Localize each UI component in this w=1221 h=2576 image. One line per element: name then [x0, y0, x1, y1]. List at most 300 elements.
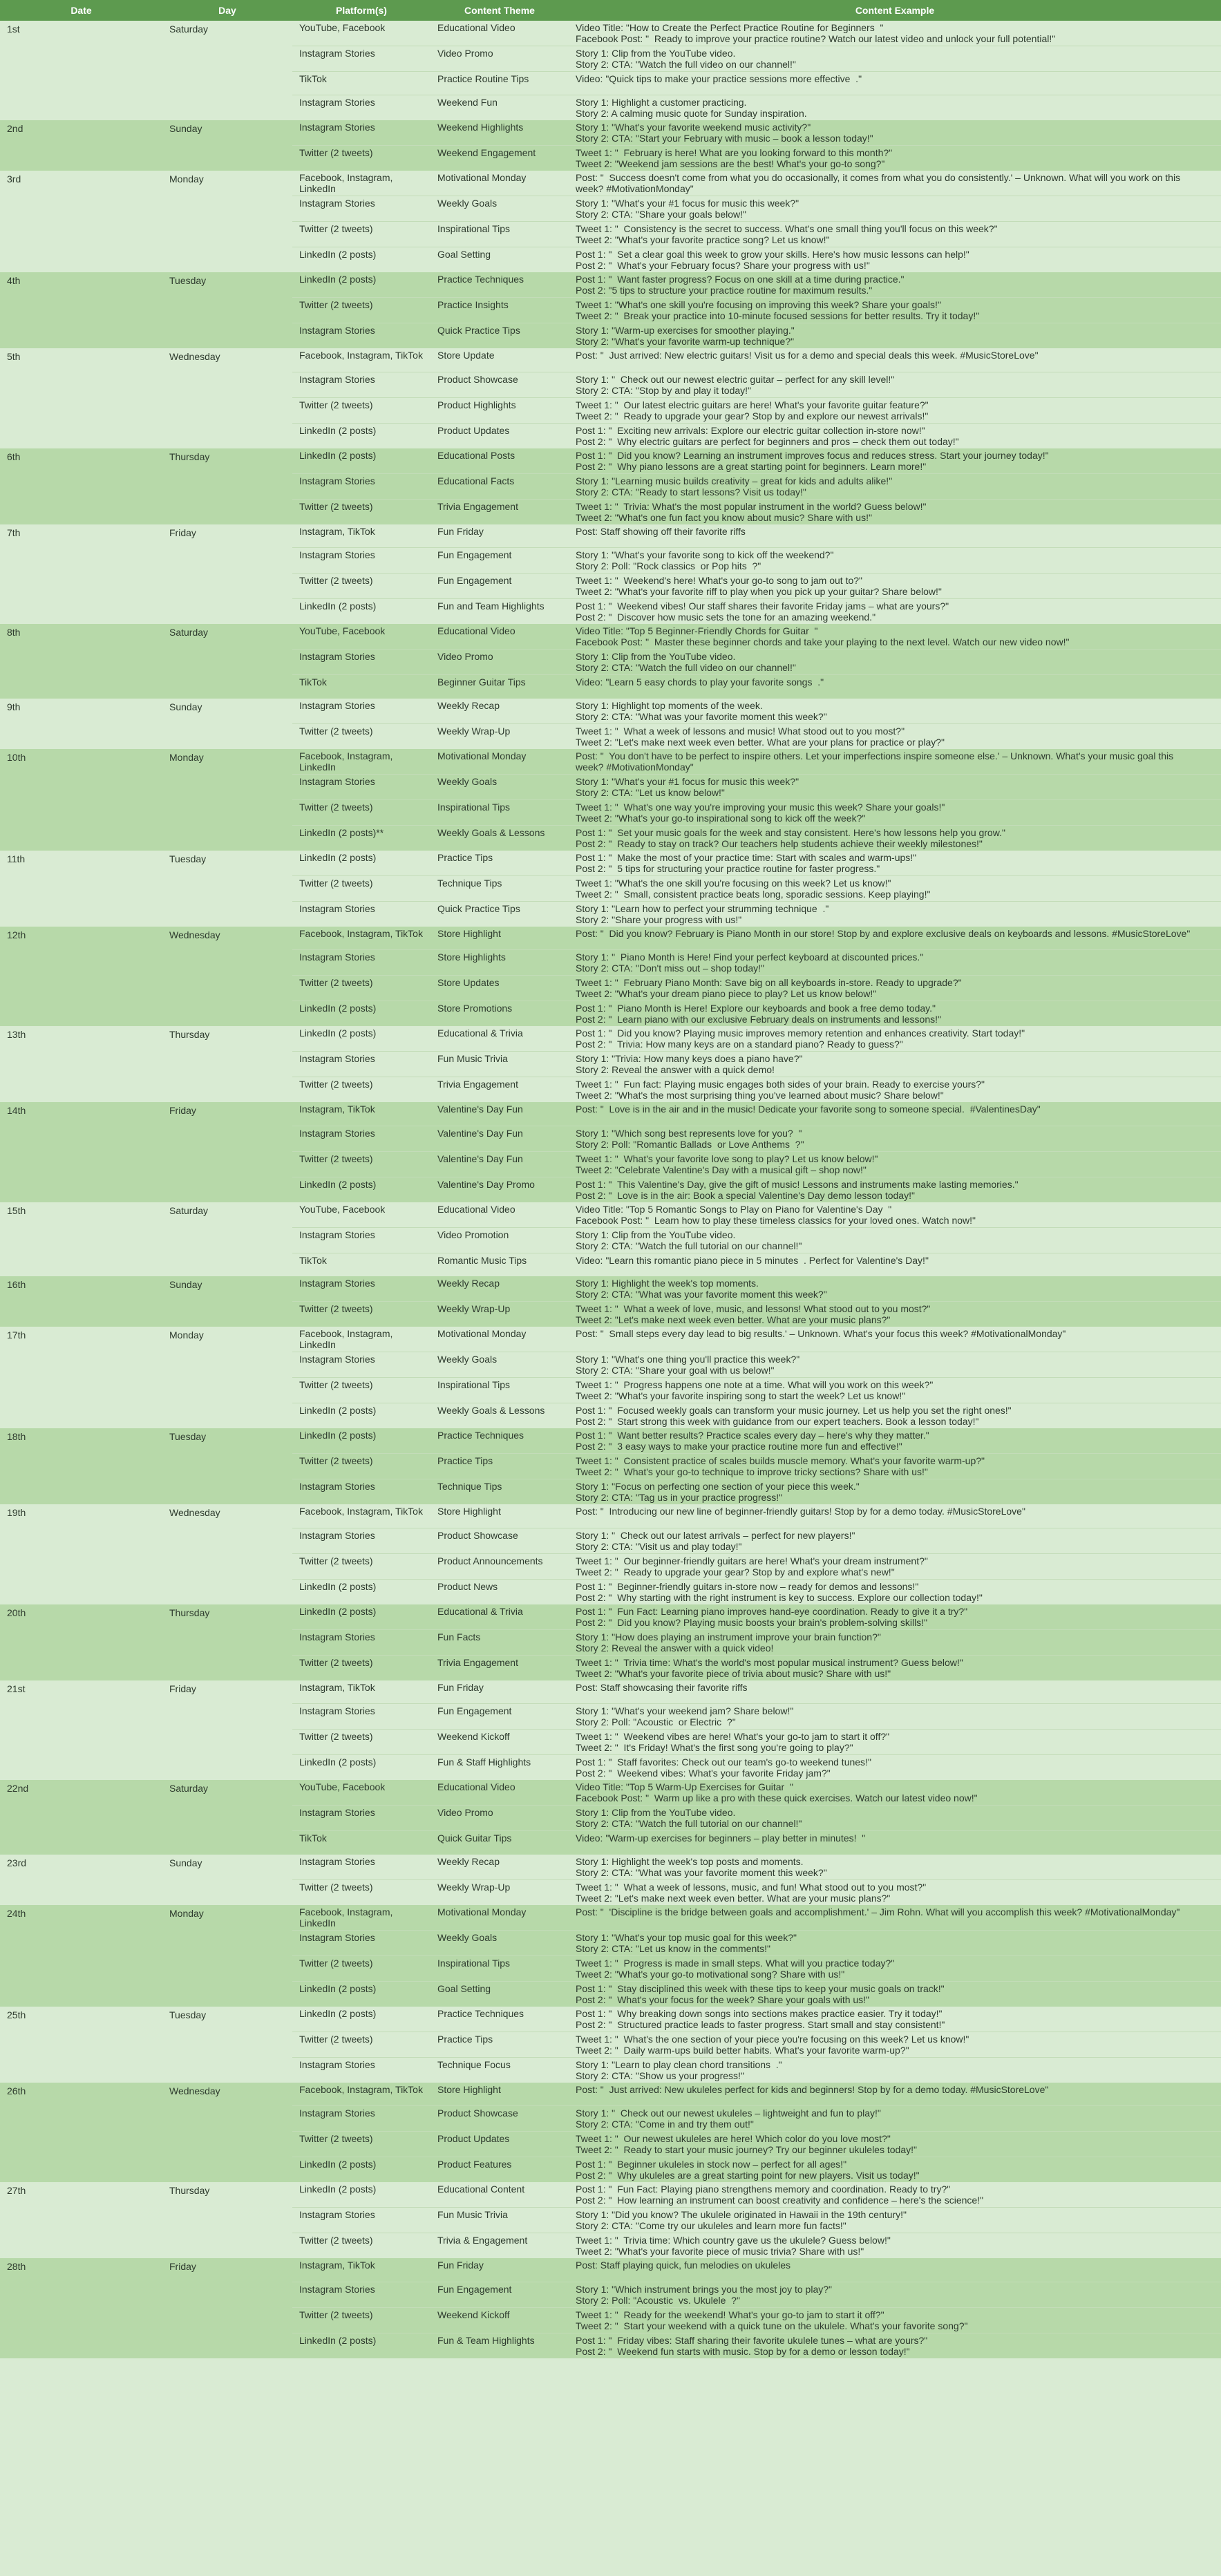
content-example-cell: Tweet 1: " Our beginner-friendly guitars are here! What's your dream instrument?" Tweet 2: " Ready to upgrade your gear? Stop by and explore what's new!" — [569, 1553, 1221, 1579]
theme-cell: Practice Insights — [430, 298, 569, 323]
content-example-cell: Post 1: " Weekend vibes! Our staff shares their favorite Friday jams – what are yours?" Post 2: " Discover how music sets the tone for an amazing weekend." — [569, 599, 1221, 625]
day-cell: Wednesday — [162, 348, 292, 448]
date-cell: 22nd — [0, 1780, 162, 1855]
platform-cell: LinkedIn (2 posts) — [292, 1026, 430, 1052]
content-example-cell: Post 1: " This Valentine's Day, give the gift of music! Lessons and instruments make lasting memories." Post 2: " Love is in the air: Book a special Valentine's Day demo lesson today!" — [569, 1177, 1221, 1202]
date-cell: 28th — [0, 2258, 162, 2358]
content-example-cell: Story 1: "What's your favorite song to kick off the weekend?" Story 2: Poll: "Rock classics or Pop hits ?" — [569, 548, 1221, 574]
platform-cell: Facebook, Instagram, LinkedIn — [292, 1905, 430, 1931]
theme-cell: Weekend Kickoff — [430, 2307, 569, 2333]
platform-cell: Instagram, TikTok — [292, 1102, 430, 1126]
theme-cell: Fun Engagement — [430, 548, 569, 574]
content-example-cell: Post 1: " Why breaking down songs into sections makes practice easier. Try it today!" Post 2: " Structured practice leads to faster progress. Start small and stay consistent!" — [569, 2007, 1221, 2032]
theme-cell: Practice Tips — [430, 2032, 569, 2057]
content-example-cell: Tweet 1: " Ready for the weekend! What's your go-to jam to start it off?" Tweet 2: " Start your weekend with a quick tune on the ukulele. What's your favorite song?" — [569, 2307, 1221, 2333]
day-cell: Monday — [162, 1327, 292, 1428]
content-example-cell: Tweet 1: " What a week of lessons, music, and fun! What stood out to you most?" Tweet 2: "Let's make next week even better. What are your music plans?" — [569, 1879, 1221, 1905]
content-example-cell: Tweet 1: " Progress is made in small steps. What will you practice today?" Tweet 2: "What's your go-to motivational song? Share with us!" — [569, 1955, 1221, 1981]
platform-cell: Instagram Stories — [292, 46, 430, 72]
table-row — [0, 2007, 1221, 2032]
theme-cell: Inspirational Tips — [430, 1955, 569, 1981]
platform-cell: LinkedIn (2 posts) — [292, 247, 430, 273]
content-example-cell: Story 1: Highlight the week's top posts and moments. Story 2: CTA: "What was your favorite moment this week?" — [569, 1855, 1221, 1880]
theme-cell: Practice Techniques — [430, 1428, 569, 1454]
table-row — [0, 348, 1221, 372]
theme-cell: Weekly Recap — [430, 1855, 569, 1880]
date-cell: 13th — [0, 1026, 162, 1102]
theme-cell: Store Highlight — [430, 1504, 569, 1528]
theme-cell: Trivia & Engagement — [430, 2233, 569, 2259]
theme-cell: Fun Facts — [430, 1629, 569, 1655]
content-example-cell: Tweet 1: " Our latest electric guitars are here! What's your favorite guitar feature?" Tweet 2: " Ready to upgrade your gear? Stop by and explore our newest arrivals!" — [569, 397, 1221, 423]
platform-cell: LinkedIn (2 posts) — [292, 1981, 430, 2007]
content-example-cell: Post: " Just arrived: New electric guitars! Visit us for a demo and special deals this week. #MusicStoreLove" — [569, 348, 1221, 372]
content-example-cell: Post 1: " Set a clear goal this week to grow your skills. Here's how music lessons can help!" Post 2: " What's your February focus? Share your progress with us!" — [569, 247, 1221, 273]
content-example-cell: Story 1: "Learning music builds creativity – great for kids and adults alike!" Story 2: CTA: "Ready to start lessons? Visit us today!" — [569, 473, 1221, 499]
content-example-cell: Tweet 1: " Consistency is the secret to success. What's one small thing you'll focus on this week?" Tweet 2: "What's your favorite practice song? Let us know!" — [569, 222, 1221, 247]
table-row — [0, 2083, 1221, 2106]
date-cell: 12th — [0, 927, 162, 1027]
platform-cell: YouTube, Facebook — [292, 1780, 430, 1806]
platform-cell: Twitter (2 tweets) — [292, 222, 430, 247]
platform-cell: Twitter (2 tweets) — [292, 1955, 430, 1981]
theme-cell: Goal Setting — [430, 247, 569, 273]
theme-cell: Valentine's Day Fun — [430, 1126, 569, 1151]
content-example-cell: Story 1: "What's your top music goal for this week?" Story 2: CTA: "Let us know in the comments!" — [569, 1930, 1221, 1955]
theme-cell: Weekend Kickoff — [430, 1730, 569, 1755]
table-row — [0, 448, 1221, 474]
date-cell: 17th — [0, 1327, 162, 1428]
table-row — [0, 272, 1221, 298]
theme-cell: Store Highlights — [430, 950, 569, 976]
date-cell: 16th — [0, 1276, 162, 1327]
theme-cell: Video Promo — [430, 46, 569, 72]
day-cell: Friday — [162, 524, 292, 625]
content-example-cell: Story 1: "Learn how to perfect your strumming technique ." Story 2: "Share your progress with us!" — [569, 901, 1221, 927]
theme-cell: Video Promo — [430, 650, 569, 675]
day-cell: Saturday — [162, 1780, 292, 1855]
content-example-cell: Tweet 1: " Progress happens one note at a time. What will you work on this week?" Tweet 2: "What's your favorite inspiring song to start the week? Let us know!" — [569, 1378, 1221, 1403]
content-example-cell: Story 1: Clip from the YouTube video. Story 2: CTA: "Watch the full tutorial on our channel!" — [569, 1227, 1221, 1253]
content-example-cell: Story 1: "What's your #1 focus for music this week?" Story 2: CTA: "Let us know below!" — [569, 774, 1221, 799]
content-example-cell: Tweet 1: " What a week of lessons and music! What stood out to you most?" Tweet 2: "Let's make next week even better. What are your plans for practice or play?" — [569, 723, 1221, 749]
platform-cell: LinkedIn (2 posts) — [292, 1177, 430, 1202]
theme-cell: Practice Routine Tips — [430, 72, 569, 95]
theme-cell: Fun Friday — [430, 1680, 569, 1704]
platform-cell: Twitter (2 tweets) — [292, 499, 430, 524]
platform-cell: YouTube, Facebook — [292, 1202, 430, 1228]
platform-cell: Instagram Stories — [292, 548, 430, 574]
theme-cell: Product Updates — [430, 2132, 569, 2157]
theme-cell: Practice Tips — [430, 1454, 569, 1479]
date-cell: 7th — [0, 524, 162, 625]
content-example-cell: Story 1: Highlight the week's top moments. Story 2: CTA: "What was your favorite moment this week?" — [569, 1276, 1221, 1302]
content-example-cell: Post 1: " Stay disciplined this week with these tips to keep your music goals on track!" Post 2: " What's your focus for the week? Share your goals with us!" — [569, 1981, 1221, 2007]
date-cell: 15th — [0, 1202, 162, 1277]
platform-cell: Instagram Stories — [292, 2057, 430, 2083]
theme-cell: Motivational Monday — [430, 1327, 569, 1352]
platform-cell: Instagram Stories — [292, 1528, 430, 1553]
day-cell: Tuesday — [162, 272, 292, 348]
date-cell: 25th — [0, 2007, 162, 2083]
date-cell: 1st — [0, 21, 162, 120]
content-example-cell: Tweet 1: " February is here! What are you looking forward to this month?" Tweet 2: "Weekend jam sessions are the best! What's your go-to song?" — [569, 146, 1221, 171]
theme-cell: Product Showcase — [430, 2106, 569, 2132]
platform-cell: Instagram Stories — [292, 1806, 430, 1831]
platform-cell: Instagram Stories — [292, 196, 430, 222]
theme-cell: Weekly Wrap-Up — [430, 1879, 569, 1905]
platform-cell: Instagram Stories — [292, 2208, 430, 2233]
date-cell: 20th — [0, 1604, 162, 1680]
platform-cell: LinkedIn (2 posts)** — [292, 825, 430, 851]
content-example-cell: Post: " Did you know? February is Piano Month in our store! Stop by and explore exclusive deals on keyboards and lessons. #MusicStoreLove" — [569, 927, 1221, 950]
content-example-cell: Tweet 1: " What's the one section of your piece you're focusing on this week? Let us know!" Tweet 2: " Daily warm-ups build better habits. What's your favorite warm-up?" — [569, 2032, 1221, 2057]
theme-cell: Educational Video — [430, 21, 569, 46]
platform-cell: Instagram Stories — [292, 1052, 430, 1077]
theme-cell: Educational Video — [430, 624, 569, 650]
day-cell: Sunday — [162, 1855, 292, 1905]
theme-cell: Educational Content — [430, 2182, 569, 2208]
theme-cell: Product Showcase — [430, 1528, 569, 1553]
theme-cell: Product Features — [430, 2157, 569, 2183]
theme-cell: Quick Practice Tips — [430, 901, 569, 927]
content-example-cell: Post: Staff showing off their favorite riffs — [569, 524, 1221, 548]
content-example-cell: Story 1: "How does playing an instrument improve your brain function?" Story 2: Reveal the answer with a quick video! — [569, 1629, 1221, 1655]
content-example-cell: Story 1: Clip from the YouTube video. Story 2: CTA: "Watch the full tutorial on our channel!" — [569, 1806, 1221, 1831]
theme-cell: Store Highlight — [430, 2083, 569, 2106]
content-example-cell: Story 1: " Piano Month is Here! Find your perfect keyboard at discounted prices." Story 2: CTA: "Don't miss out – shop today!" — [569, 950, 1221, 976]
date-cell: 24th — [0, 1905, 162, 2007]
content-example-cell: Tweet 1: " What's your favorite love song to play? Let us know below!" Tweet 2: "Celebrate Valentine's Day with a musical gift – shop now!" — [569, 1151, 1221, 1177]
theme-cell: Trivia Engagement — [430, 1655, 569, 1680]
table-row — [0, 1780, 1221, 1806]
platform-cell: LinkedIn (2 posts) — [292, 599, 430, 625]
theme-cell: Valentine's Day Promo — [430, 1177, 569, 1202]
platform-cell: Instagram Stories — [292, 1855, 430, 1880]
content-example-cell: Post 1: " Beginner-friendly guitars in-store now – ready for demos and lessons!" Post 2: " Why starting with the right instrument is key to success. Explore our collection today!" — [569, 1579, 1221, 1604]
content-example-cell: Story 1: " Check out our newest electric guitar – perfect for any skill level!" Story 2: CTA: "Stop by and play it today!" — [569, 372, 1221, 397]
content-example-cell: Post 1: " Fun Fact: Playing piano strengthens memory and coordination. Ready to try?" Post 2: " How learning an instrument can boost creativity and confidence – here's the science!" — [569, 2182, 1221, 2208]
date-cell: 4th — [0, 272, 162, 348]
theme-cell: Practice Techniques — [430, 272, 569, 298]
platform-cell: Instagram Stories — [292, 1276, 430, 1302]
content-example-cell: Video: "Learn this romantic piano piece in 5 minutes . Perfect for Valentine's Day!" — [569, 1253, 1221, 1276]
content-example-cell: Video Title: "Top 5 Warm-Up Exercises for Guitar " Facebook Post: " Warm up like a pro with these quick exercises. Watch our latest video now!" — [569, 1780, 1221, 1806]
platform-cell: Twitter (2 tweets) — [292, 2132, 430, 2157]
content-example-cell: Story 1: "What's your favorite weekend music activity?" Story 2: CTA: "Start your February with music – book a lesson today!" — [569, 120, 1221, 146]
theme-cell: Quick Guitar Tips — [430, 1831, 569, 1855]
theme-cell: Educational Video — [430, 1780, 569, 1806]
theme-cell: Fun Engagement — [430, 2282, 569, 2307]
theme-cell: Trivia Engagement — [430, 499, 569, 524]
content-example-cell: Post: Staff showcasing their favorite riffs — [569, 1680, 1221, 1704]
theme-cell: Trivia Engagement — [430, 1077, 569, 1103]
content-example-cell: Story 1: " Check out our newest ukuleles – lightweight and fun to play!" Story 2: CTA: "Come in and try them out!" — [569, 2106, 1221, 2132]
theme-cell: Motivational Monday — [430, 171, 569, 196]
day-cell: Wednesday — [162, 1504, 292, 1604]
platform-cell: Facebook, Instagram, LinkedIn — [292, 171, 430, 196]
theme-cell: Goal Setting — [430, 1981, 569, 2007]
theme-cell: Weekly Goals — [430, 774, 569, 799]
platform-cell: Instagram Stories — [292, 1352, 430, 1378]
platform-cell: TikTok — [292, 675, 430, 699]
platform-cell: LinkedIn (2 posts) — [292, 448, 430, 474]
theme-cell: Weekly Recap — [430, 699, 569, 724]
platform-cell: LinkedIn (2 posts) — [292, 1755, 430, 1781]
theme-cell: Product Highlights — [430, 397, 569, 423]
date-cell: 6th — [0, 448, 162, 524]
table-row — [0, 1202, 1221, 1228]
platform-cell: Twitter (2 tweets) — [292, 875, 430, 901]
day-cell: Thursday — [162, 1604, 292, 1680]
date-cell: 26th — [0, 2083, 162, 2183]
theme-cell: Weekly Wrap-Up — [430, 723, 569, 749]
header-date[interactable]: Date — [0, 0, 162, 21]
table-header — [0, 0, 1221, 21]
day-cell: Saturday — [162, 624, 292, 699]
content-example-cell: Tweet 1: " Weekend's here! What's your go-to song to jam out to?" Tweet 2: "What's your favorite riff to play when you pick up your guitar? Share below!" — [569, 574, 1221, 599]
content-example-cell: Post 1: " Piano Month is Here! Explore our keyboards and book a free demo today." Post 2: " Learn piano with our exclusive February deals on instruments and lessons!" — [569, 1001, 1221, 1027]
header-content-example[interactable]: Content Example — [569, 0, 1221, 21]
theme-cell: Inspirational Tips — [430, 1378, 569, 1403]
platform-cell: Instagram Stories — [292, 1930, 430, 1955]
platform-cell: Facebook, Instagram, TikTok — [292, 1504, 430, 1528]
table-row — [0, 1276, 1221, 1302]
theme-cell: Weekly Goals — [430, 196, 569, 222]
platform-cell: Facebook, Instagram, LinkedIn — [292, 749, 430, 775]
theme-cell: Store Promotions — [430, 1001, 569, 1027]
theme-cell: Beginner Guitar Tips — [430, 675, 569, 699]
content-example-cell: Post 1: " Friday vibes: Staff sharing their favorite ukulele tunes – what are yours?" Post 2: " Weekend fun starts with music. Stop by for a demo or lesson today!" — [569, 2333, 1221, 2358]
table-row — [0, 524, 1221, 548]
theme-cell: Weekly Goals & Lessons — [430, 825, 569, 851]
platform-cell: TikTok — [292, 1831, 430, 1855]
theme-cell: Practice Tips — [430, 851, 569, 876]
date-cell: 5th — [0, 348, 162, 448]
platform-cell: Twitter (2 tweets) — [292, 723, 430, 749]
platform-cell: LinkedIn (2 posts) — [292, 272, 430, 298]
day-cell: Monday — [162, 1905, 292, 2007]
theme-cell: Video Promotion — [430, 1227, 569, 1253]
table-row — [0, 1026, 1221, 1052]
table-row — [0, 120, 1221, 146]
day-cell: Saturday — [162, 1202, 292, 1277]
platform-cell: Facebook, Instagram, TikTok — [292, 348, 430, 372]
table-row — [0, 624, 1221, 650]
date-cell: 2nd — [0, 120, 162, 171]
date-cell: 11th — [0, 851, 162, 927]
theme-cell: Fun & Team Highlights — [430, 2333, 569, 2358]
platform-cell: Instagram Stories — [292, 1227, 430, 1253]
content-example-cell: Video: "Learn 5 easy chords to play your favorite songs ." — [569, 675, 1221, 699]
header-platforms[interactable]: Platform(s) — [292, 0, 430, 21]
platform-cell: YouTube, Facebook — [292, 21, 430, 46]
day-cell: Saturday — [162, 21, 292, 120]
theme-cell: Video Promo — [430, 1806, 569, 1831]
content-example-cell: Story 1: Clip from the YouTube video. Story 2: CTA: "Watch the full video on our channel!" — [569, 46, 1221, 72]
platform-cell: Twitter (2 tweets) — [292, 1302, 430, 1327]
theme-cell: Motivational Monday — [430, 1905, 569, 1931]
platform-cell: Twitter (2 tweets) — [292, 1879, 430, 1905]
header-day[interactable]: Day — [162, 0, 292, 21]
table-row — [0, 1327, 1221, 1352]
header-content-theme[interactable]: Content Theme — [430, 0, 569, 21]
platform-cell: LinkedIn (2 posts) — [292, 2182, 430, 2208]
content-example-cell: Post: " Just arrived: New ukuleles perfect for kids and beginners! Stop by for a demo today. #MusicStoreLove" — [569, 2083, 1221, 2106]
platform-cell: Instagram Stories — [292, 120, 430, 146]
theme-cell: Fun Engagement — [430, 1704, 569, 1730]
platform-cell: Twitter (2 tweets) — [292, 1077, 430, 1103]
content-example-cell: Post: " Introducing our new line of beginner-friendly guitars! Stop by for a demo today. #MusicStoreLove" — [569, 1504, 1221, 1528]
content-example-cell: Post: " Love is in the air and in the music! Dedicate your favorite song to someone special. #ValentinesDay" — [569, 1102, 1221, 1126]
platform-cell: Instagram Stories — [292, 650, 430, 675]
platform-cell: Facebook, Instagram, TikTok — [292, 927, 430, 950]
day-cell: Tuesday — [162, 2007, 292, 2083]
platform-cell: Instagram Stories — [292, 1479, 430, 1505]
content-example-cell: Video Title: "Top 5 Romantic Songs to Play on Piano for Valentine's Day " Facebook Post: " Learn how to play these timeless classics for your loved ones. Watch now!" — [569, 1202, 1221, 1228]
content-example-cell: Video: "Warm-up exercises for beginners – play better in minutes! " — [569, 1831, 1221, 1855]
theme-cell: Product Announcements — [430, 1553, 569, 1579]
content-example-cell: Post 1: " Beginner ukuleles in stock now – perfect for all ages!" Post 2: " Why ukuleles are a great starting point for new players. Visit us today!" — [569, 2157, 1221, 2183]
content-example-cell: Story 1: Highlight a customer practicing. Story 2: A calming music quote for Sunday inspiration. — [569, 95, 1221, 121]
table-row — [0, 749, 1221, 775]
content-example-cell: Post 1: " Fun Fact: Learning piano improves hand-eye coordination. Ready to give it a try?" Post 2: " Did you know? Playing music boosts your brain's problem-solving skills!" — [569, 1604, 1221, 1630]
table-row — [0, 699, 1221, 724]
day-cell: Sunday — [162, 120, 292, 171]
platform-cell: LinkedIn (2 posts) — [292, 851, 430, 876]
content-example-cell: Post: " You don't have to be perfect to inspire others. Let your imperfections inspire someone else.' – Unknown. What's your music goal this week? #MotivationMonday" — [569, 749, 1221, 775]
content-example-cell: Tweet 1: " Trivia: What's the most popular instrument in the world? Guess below!" Tweet 2: "What's one fun fact you know about music? Share with us!" — [569, 499, 1221, 524]
table-row — [0, 1428, 1221, 1454]
theme-cell: Fun Engagement — [430, 574, 569, 599]
platform-cell: Instagram Stories — [292, 323, 430, 349]
theme-cell: Weekend Fun — [430, 95, 569, 121]
day-cell: Sunday — [162, 1276, 292, 1327]
day-cell: Thursday — [162, 2182, 292, 2258]
platform-cell: Twitter (2 tweets) — [292, 1454, 430, 1479]
theme-cell: Valentine's Day Fun — [430, 1102, 569, 1126]
platform-cell: Twitter (2 tweets) — [292, 2307, 430, 2333]
table-body — [0, 21, 1221, 2358]
content-example-cell: Story 1: " Check out our latest arrivals – perfect for new players!" Story 2: CTA: "Visit us and play today!" — [569, 1528, 1221, 1553]
date-cell: 3rd — [0, 171, 162, 272]
platform-cell: LinkedIn (2 posts) — [292, 1403, 430, 1429]
day-cell: Thursday — [162, 1026, 292, 1102]
theme-cell: Product Showcase — [430, 372, 569, 397]
date-cell: 9th — [0, 699, 162, 749]
content-example-cell: Story 1: "Which instrument brings you the most joy to play?" Story 2: Poll: "Acoustic vs. Ukulele ?" — [569, 2282, 1221, 2307]
content-example-cell: Post 1: " Want better results? Practice scales every day – here's why they matter." Post 2: " 3 easy ways to make your practice routine more fun and effective!" — [569, 1428, 1221, 1454]
theme-cell: Product Updates — [430, 423, 569, 448]
platform-cell: Facebook, Instagram, LinkedIn — [292, 1327, 430, 1352]
platform-cell: Instagram Stories — [292, 372, 430, 397]
platform-cell: Facebook, Instagram, TikTok — [292, 2083, 430, 2106]
day-cell: Thursday — [162, 448, 292, 524]
content-example-cell: Story 1: Highlight top moments of the week. Story 2: CTA: "What was your favorite moment this week?" — [569, 699, 1221, 724]
theme-cell: Romantic Music Tips — [430, 1253, 569, 1276]
platform-cell: LinkedIn (2 posts) — [292, 2157, 430, 2183]
theme-cell: Educational & Trivia — [430, 1604, 569, 1630]
theme-cell: Weekly Goals — [430, 1930, 569, 1955]
table-row — [0, 1855, 1221, 1880]
content-example-cell: Post 1: " Focused weekly goals can transform your music journey. Let us help you set the right ones!" Post 2: " Start strong this week with guidance from our expert teachers. Book a lesson today!" — [569, 1403, 1221, 1429]
content-example-cell: Story 1: "Focus on perfecting one section of your piece this week." Story 2: CTA: "Tag us in your practice progress!" — [569, 1479, 1221, 1505]
theme-cell: Weekly Goals — [430, 1352, 569, 1378]
platform-cell: Instagram Stories — [292, 95, 430, 121]
content-example-cell: Story 1: "Which song best represents love for you? " Story 2: Poll: "Romantic Ballads or Love Anthems ?" — [569, 1126, 1221, 1151]
date-cell: 23rd — [0, 1855, 162, 1905]
platform-cell: Instagram Stories — [292, 2282, 430, 2307]
date-cell: 27th — [0, 2182, 162, 2258]
content-example-cell: Post 1: " Set your music goals for the week and stay consistent. Here's how lessons help you grow." Post 2: " Ready to stay on track? Our teachers help students achieve their weekly milestones!" — [569, 825, 1221, 851]
day-cell: Wednesday — [162, 2083, 292, 2183]
day-cell: Monday — [162, 749, 292, 851]
content-example-cell: Story 1: "What's your #1 focus for music this week?" Story 2: CTA: "Share your goals below!" — [569, 196, 1221, 222]
theme-cell: Educational Posts — [430, 448, 569, 474]
table-row — [0, 1102, 1221, 1126]
content-example-cell: Post 1: " Exciting new arrivals: Explore our electric guitar collection in-store now!" Post 2: " Why electric guitars are perfect for beginners and pros – check them out today!" — [569, 423, 1221, 448]
platform-cell: LinkedIn (2 posts) — [292, 423, 430, 448]
theme-cell: Weekly Wrap-Up — [430, 1302, 569, 1327]
content-example-cell: Story 1: "What's your weekend jam? Share below!" Story 2: Poll: "Acoustic or Electric ?" — [569, 1704, 1221, 1730]
theme-cell: Fun Friday — [430, 2258, 569, 2282]
platform-cell: TikTok — [292, 72, 430, 95]
content-example-cell: Post 1: " Make the most of your practice time: Start with scales and warm-ups!" Post 2: " 5 tips for structuring your practice routine for faster progress." — [569, 851, 1221, 876]
platform-cell: LinkedIn (2 posts) — [292, 2007, 430, 2032]
table-row — [0, 1604, 1221, 1630]
date-cell: 21st — [0, 1680, 162, 1781]
content-example-cell: Tweet 1: " Consistent practice of scales builds muscle memory. What's your favorite warm-up?" Tweet 2: " What's your go-to technique to improve tricky sections? Share with us!" — [569, 1454, 1221, 1479]
platform-cell: LinkedIn (2 posts) — [292, 1579, 430, 1604]
theme-cell: Inspirational Tips — [430, 799, 569, 825]
date-cell: 8th — [0, 624, 162, 699]
platform-cell: Instagram, TikTok — [292, 524, 430, 548]
theme-cell: Weekend Highlights — [430, 120, 569, 146]
content-example-cell: Post: " Small steps every day lead to big results.' – Unknown. What's your focus this week? #MotivationalMonday" — [569, 1327, 1221, 1352]
content-example-cell: Story 1: "Trivia: How many keys does a piano have?" Story 2: Reveal the answer with a quick demo! — [569, 1052, 1221, 1077]
content-example-cell: Video: "Quick tips to make your practice sessions more effective ." — [569, 72, 1221, 95]
day-cell: Sunday — [162, 699, 292, 749]
content-example-cell: Post: " 'Discipline is the bridge between goals and accomplishment.' – Jim Rohn. What will you accomplish this week? #MotivationalMonday" — [569, 1905, 1221, 1931]
theme-cell: Technique Tips — [430, 875, 569, 901]
theme-cell: Quick Practice Tips — [430, 323, 569, 349]
theme-cell: Weekly Recap — [430, 1276, 569, 1302]
platform-cell: Instagram Stories — [292, 950, 430, 976]
theme-cell: Product News — [430, 1579, 569, 1604]
content-example-cell: Tweet 1: " February Piano Month: Save big on all keyboards in-store. Ready to upgrade?" Tweet 2: "What's your dream piano piece to play? Let us know below!" — [569, 976, 1221, 1001]
date-cell: 18th — [0, 1428, 162, 1504]
theme-cell: Fun Friday — [430, 524, 569, 548]
platform-cell: Instagram Stories — [292, 1629, 430, 1655]
content-example-cell: Tweet 1: " Trivia time: What's the world's most popular musical instrument? Guess below!" Tweet 2: "What's your favorite piece of trivia about music? Share with us!" — [569, 1655, 1221, 1680]
platform-cell: LinkedIn (2 posts) — [292, 1428, 430, 1454]
header-row — [0, 0, 1221, 21]
content-example-cell: Tweet 1: " What a week of love, music, and lessons! What stood out to you most?" Tweet 2: "Let's make next week even better. What are your music plans?" — [569, 1302, 1221, 1327]
platform-cell: Twitter (2 tweets) — [292, 146, 430, 171]
platform-cell: LinkedIn (2 posts) — [292, 2333, 430, 2358]
table-row — [0, 171, 1221, 196]
content-example-cell: Story 1: Clip from the YouTube video. Story 2: CTA: "Watch the full video on our channel!" — [569, 650, 1221, 675]
platform-cell: Twitter (2 tweets) — [292, 976, 430, 1001]
theme-cell: Technique Tips — [430, 1479, 569, 1505]
platform-cell: Instagram, TikTok — [292, 1680, 430, 1704]
day-cell: Monday — [162, 171, 292, 272]
platform-cell: Twitter (2 tweets) — [292, 1151, 430, 1177]
date-cell: 19th — [0, 1504, 162, 1604]
platform-cell: Instagram Stories — [292, 2106, 430, 2132]
platform-cell: Instagram, TikTok — [292, 2258, 430, 2282]
platform-cell: Twitter (2 tweets) — [292, 397, 430, 423]
